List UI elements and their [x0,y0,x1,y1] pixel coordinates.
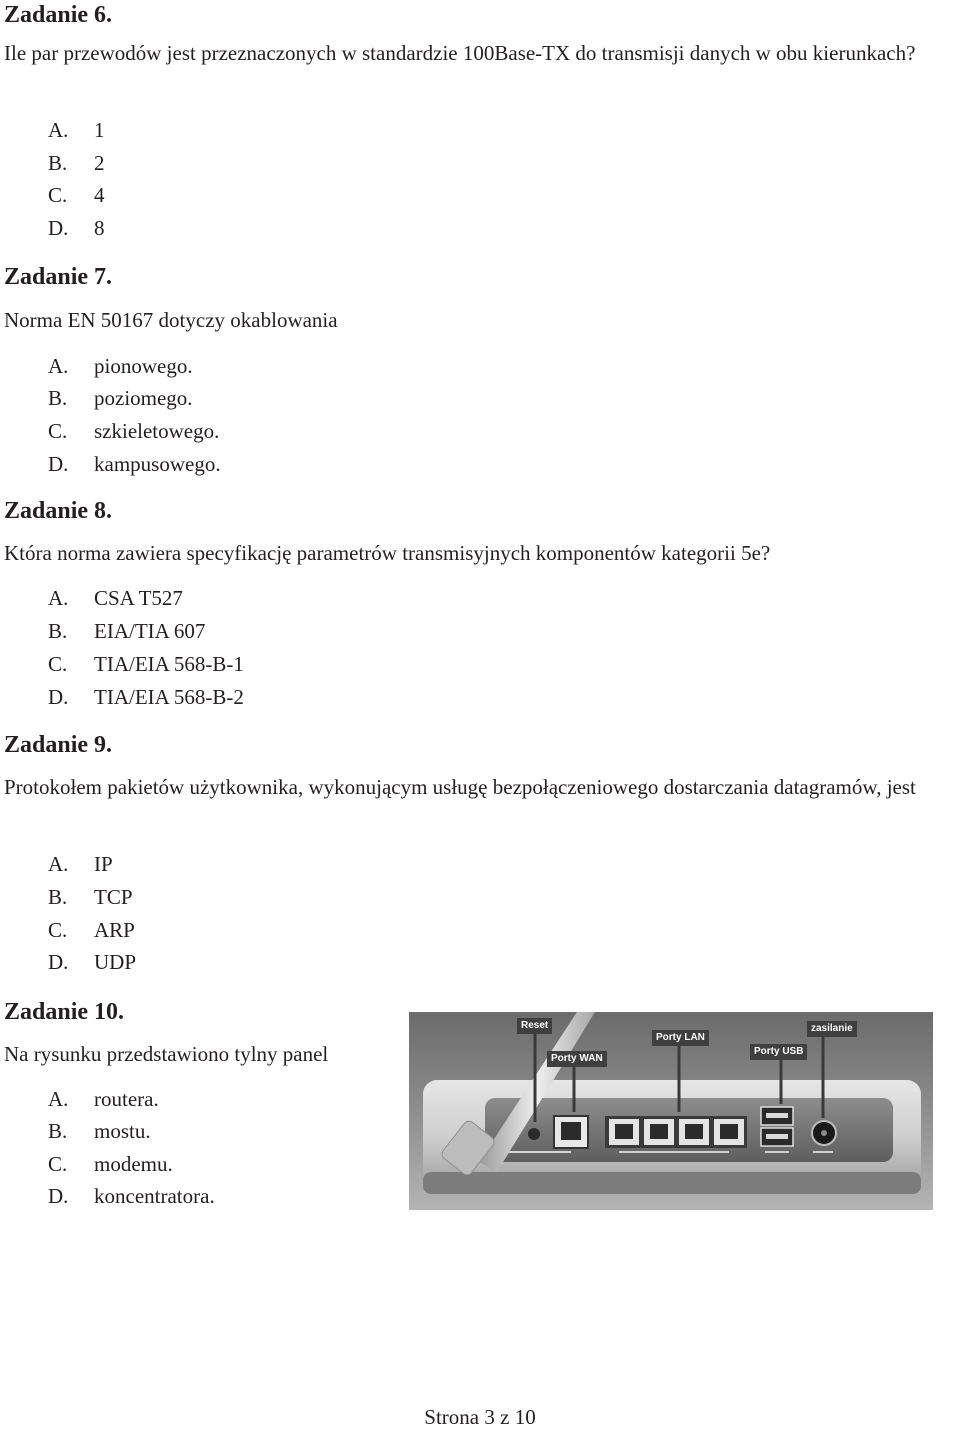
task-8-option-d[interactable]: D. TIA/EIA 568-B-2 [48,685,244,709]
task-6-option-c[interactable]: C. 4 [48,183,105,207]
callout-lan-ports: Porty LAN [652,1030,709,1046]
task-7-option-c[interactable]: C. szkieletowego. [48,419,220,443]
task-9-option-a[interactable]: A. IP [48,852,113,876]
router-rear-panel-photo [409,1012,933,1210]
task-6-option-a[interactable]: A. 1 [48,118,105,142]
task-9-question: Protokołem pakietów użytkownika, wykonującym usługę bezpołączeniowego dostarczania datagramów, jest [4,775,916,799]
task-7-heading: Zadanie 7. [4,264,113,290]
task-10-option-d[interactable]: D. koncentratora. [48,1184,215,1208]
callout-usb-ports: Porty USB [750,1044,807,1060]
callout-wan-ports: Porty WAN [547,1051,607,1067]
task-9-option-c[interactable]: C. ARP [48,918,135,942]
page-number: Strona 3 z 10 [424,1405,536,1429]
task-7-option-d[interactable]: D. kampusowego. [48,452,221,476]
task-6-option-b[interactable]: B. 2 [48,151,105,175]
task-7-option-a[interactable]: A. pionowego. [48,354,193,378]
task-8-question: Która norma zawiera specyfikację parametrów transmisyjnych komponentów kategorii 5e? [4,541,771,565]
task-6-heading: Zadanie 6. [4,2,113,28]
callout-power: zasilanie [807,1021,857,1037]
task-10-option-c[interactable]: C. modemu. [48,1152,173,1176]
task-7-question: Norma EN 50167 dotyczy okablowania [4,308,338,332]
task-7-option-b[interactable]: B. poziomego. [48,386,193,410]
task-8-option-a[interactable]: A. CSA T527 [48,586,183,610]
task-8-option-c[interactable]: C. TIA/EIA 568-B-1 [48,652,244,676]
task-10-option-b[interactable]: B. mostu. [48,1119,151,1143]
task-9-option-b[interactable]: B. TCP [48,885,133,909]
task-10-heading: Zadanie 10. [4,999,125,1025]
task-6-option-d[interactable]: D. 8 [48,216,105,240]
task-9-heading: Zadanie 9. [4,732,113,758]
task-10-question: Na rysunku przedstawiono tylny panel [4,1042,329,1066]
task-8-option-b[interactable]: B. EIA/TIA 607 [48,619,206,643]
task-9-option-d[interactable]: D. UDP [48,950,137,974]
task-10-option-a[interactable]: A. routera. [48,1087,159,1111]
callout-reset: Reset [517,1018,552,1034]
task-6-question: Ile par przewodów jest przeznaczonych w standardzie 100Base-TX do transmisji danych w obu kierunkach? [4,41,916,65]
task-8-heading: Zadanie 8. [4,498,113,524]
